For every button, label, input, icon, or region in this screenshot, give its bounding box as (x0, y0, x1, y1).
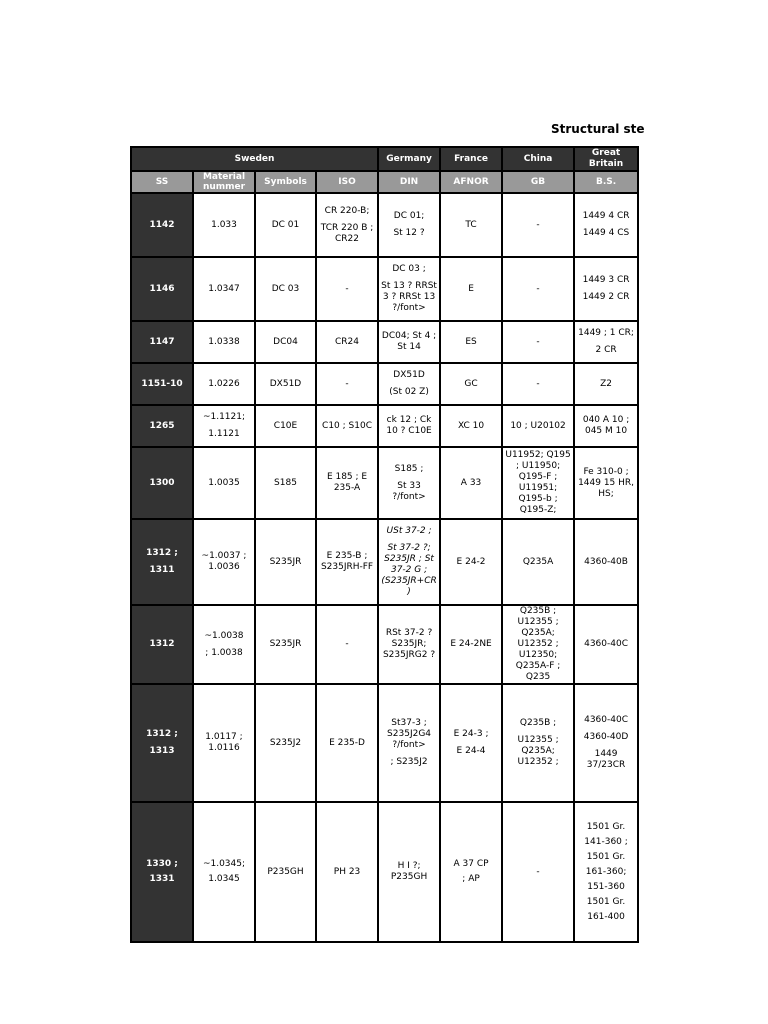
cell-afnor-text: XC 10 (457, 420, 485, 431)
cell-afnor (440, 447, 502, 519)
cell-symbols-text: S185 (274, 477, 297, 488)
cell-gb (502, 257, 574, 321)
cell-din (378, 684, 440, 802)
header-china: China (502, 147, 574, 171)
cell-iso-text: - (345, 378, 349, 389)
cell-afnor (440, 684, 502, 802)
cell-gb-text: Q235B ; (519, 718, 557, 728)
cell-symbols-text: P235GH (267, 866, 304, 877)
cell-material-nummer (193, 193, 255, 257)
cell-bs-text: Z2 (600, 378, 612, 389)
cell-din-text: DC04; St 4 ; St 14 (381, 331, 437, 352)
table-row (131, 519, 638, 605)
header-germany: Germany (378, 147, 440, 171)
cell-material-nummer (193, 519, 255, 605)
cell-iso (316, 519, 378, 605)
cell-bs-text: Fe 310-0 ; 1449 15 HR, HS; (578, 466, 635, 499)
cell-bs-text: 1501 Gr. (586, 851, 626, 862)
cell-ss-text: 1147 (149, 336, 175, 347)
table-row (131, 802, 638, 942)
header-symbols: Symbols (255, 171, 316, 193)
cell-symbols (255, 257, 316, 321)
cell-symbols-text: S235JR (269, 639, 302, 649)
cell-gb-text: 10 ; U20102 (510, 420, 566, 431)
steel-comparison-table (130, 146, 639, 943)
steel-comparison-table-wrapper (130, 146, 637, 922)
table-row (131, 605, 638, 684)
cell-afnor-text: E 24-3 ; (453, 729, 489, 739)
cell-iso-text: - (345, 639, 349, 649)
cell-ss (131, 405, 193, 447)
cell-material-nummer-text: 1.0338 (208, 336, 240, 347)
cell-ss-text: 1265 (149, 420, 175, 431)
header-afnor: AFNOR (440, 171, 502, 193)
cell-din-text: DC 03 ; (392, 264, 426, 274)
cell-ss-text: 1312 ; (146, 548, 178, 558)
cell-afnor (440, 363, 502, 405)
cell-ss (131, 802, 193, 942)
cell-gb-text: - (536, 378, 540, 389)
cell-iso-text: CR24 (335, 336, 360, 347)
cell-afnor-text: GC (464, 378, 478, 389)
cell-din (378, 802, 440, 942)
cell-material-nummer-text: ~1.0037 ; 1.0036 (201, 551, 247, 572)
cell-afnor-text: ES (465, 336, 477, 347)
cell-ss (131, 519, 193, 605)
cell-bs-text: 1501 Gr. (586, 896, 626, 907)
cell-din-text: S185 ; (394, 463, 424, 474)
header-iso: ISO (316, 171, 378, 193)
cell-ss-text: 1313 (149, 746, 175, 756)
cell-afnor (440, 321, 502, 363)
table-row (131, 405, 638, 447)
cell-gb (502, 447, 574, 519)
cell-bs (574, 405, 638, 447)
cell-din-text: DX51D (393, 370, 425, 380)
cell-gb (502, 405, 574, 447)
cell-din-text: H I ?; P235GH (390, 861, 428, 882)
cell-symbols-text: DC 01 (271, 219, 300, 230)
cell-ss-text: 1331 (149, 874, 175, 884)
cell-symbols (255, 605, 316, 684)
cell-ss-text: 1311 (149, 565, 175, 575)
country-header-row (131, 147, 638, 171)
table-row (131, 321, 638, 363)
cell-bs-text: 4360-40B (584, 556, 628, 567)
cell-symbols-text: DC04 (273, 336, 298, 347)
cell-bs (574, 257, 638, 321)
cell-material-nummer (193, 405, 255, 447)
cell-afnor-text: TC (465, 219, 477, 230)
cell-din-text: DC 01; (393, 211, 425, 221)
cell-iso-text: PH 23 (333, 866, 361, 877)
cell-ss-text: 1142 (149, 219, 175, 230)
cell-afnor (440, 193, 502, 257)
cell-bs-text: 1449 3 CR (582, 275, 630, 285)
cell-bs-text: 1449 4 CR (582, 211, 630, 221)
cell-symbols (255, 193, 316, 257)
cell-gb-text: - (536, 219, 540, 230)
cell-material-nummer-text: 1.0226 (208, 378, 240, 389)
cell-material-nummer-text: 1.0035 (208, 477, 240, 488)
cell-afnor (440, 405, 502, 447)
cell-iso-text: TCR 220 B ; CR22 (320, 222, 374, 244)
cell-iso (316, 257, 378, 321)
cell-symbols-text: DC 03 (271, 283, 300, 294)
column-header-row (131, 171, 638, 193)
cell-ss (131, 684, 193, 802)
cell-bs (574, 519, 638, 605)
cell-iso (316, 684, 378, 802)
cell-ss-text: 1146 (149, 283, 175, 294)
cell-bs-text: 1449 37/23CR (586, 749, 626, 770)
cell-afnor (440, 605, 502, 684)
header-ss: SS (131, 171, 193, 193)
cell-material-nummer-text: 1.0347 (208, 283, 240, 294)
cell-ss (131, 363, 193, 405)
cell-gb (502, 193, 574, 257)
cell-ss-text: 1312 ; (146, 729, 178, 739)
cell-iso (316, 605, 378, 684)
cell-din (378, 405, 440, 447)
header-gb: GB (502, 171, 574, 193)
cell-material-nummer (193, 257, 255, 321)
cell-symbols (255, 405, 316, 447)
cell-ss-text: 1312 (149, 639, 175, 649)
cell-afnor-text: E 24-2NE (450, 639, 492, 649)
cell-din-text: St 13 ? RRSt 3 ? RRSt 13 ?/font> (381, 281, 437, 313)
cell-bs-text: 151-360 (587, 881, 625, 892)
header-great-britain: Great Britain (574, 147, 638, 171)
cell-bs (574, 447, 638, 519)
cell-bs (574, 363, 638, 405)
cell-gb (502, 321, 574, 363)
header-material-nummer: Material nummer (193, 171, 255, 193)
cell-bs-text: 141-360 ; (584, 836, 628, 847)
cell-gb (502, 363, 574, 405)
cell-bs-text: 161-400 (587, 911, 625, 922)
cell-din (378, 605, 440, 684)
cell-iso-text: C10 ; S10C (322, 420, 372, 431)
cell-afnor-text: E (468, 283, 474, 294)
cell-ss (131, 321, 193, 363)
cell-afnor-text: ; AP (462, 874, 480, 884)
cell-iso-text: - (345, 283, 349, 294)
cell-bs-text: 1449 ; 1 CR; (578, 328, 634, 338)
cell-bs-text: 040 A 10 ; 045 M 10 (582, 415, 630, 436)
table-row (131, 684, 638, 802)
cell-din-text: St 12 ? (393, 228, 425, 238)
cell-material-nummer (193, 447, 255, 519)
cell-afnor-text: E 24-4 (456, 746, 486, 756)
cell-bs-text: 161-360; (585, 866, 627, 877)
cell-symbols (255, 519, 316, 605)
cell-iso-text: E 235-D (329, 737, 365, 748)
cell-afnor-text: A 37 CP (453, 859, 489, 869)
cell-din-text: St 33 ?/font> (392, 480, 426, 502)
cell-gb-text: Q235A (522, 556, 554, 567)
cell-gb (502, 684, 574, 802)
cell-ss (131, 257, 193, 321)
cell-afnor (440, 802, 502, 942)
cell-din (378, 321, 440, 363)
cell-din-text: ck 12 ; Ck 10 ? C10E (386, 415, 432, 436)
cell-iso (316, 405, 378, 447)
cell-din-text: St 37-2 ?; S235JR ; St 37-2 G ; (S235JR+CR ) (381, 543, 437, 597)
cell-ss (131, 605, 193, 684)
cell-iso (316, 447, 378, 519)
cell-bs-text: 1449 2 CR (582, 292, 630, 302)
cell-gb-text: - (536, 866, 540, 877)
cell-din (378, 519, 440, 605)
cell-gb (502, 605, 574, 684)
cell-symbols-text: S235J2 (269, 737, 302, 748)
cell-din-text: St37-3 ; S235J2G4 ?/font> (387, 718, 432, 750)
cell-ss (131, 447, 193, 519)
cell-bs (574, 802, 638, 942)
header-sweden: Sweden (131, 147, 378, 171)
cell-material-nummer-text: ~1.1121; (202, 412, 246, 422)
cell-gb (502, 802, 574, 942)
cell-ss-text: 1151-10 (141, 378, 183, 389)
table-row (131, 363, 638, 405)
cell-material-nummer (193, 684, 255, 802)
cell-bs-text: 4360-40C (584, 715, 628, 725)
cell-bs-text: 2 CR (595, 345, 617, 355)
header-din: DIN (378, 171, 440, 193)
page-title: Structural ste (551, 122, 645, 136)
cell-din (378, 447, 440, 519)
cell-iso (316, 802, 378, 942)
cell-bs-text: 4360-40C (584, 639, 628, 649)
cell-material-nummer (193, 321, 255, 363)
cell-afnor (440, 519, 502, 605)
cell-material-nummer-text: 1.0345 (208, 874, 240, 884)
cell-symbols (255, 321, 316, 363)
cell-material-nummer (193, 605, 255, 684)
cell-gb (502, 519, 574, 605)
cell-ss-text: 1330 ; (146, 859, 178, 869)
cell-bs (574, 605, 638, 684)
cell-iso (316, 193, 378, 257)
cell-symbols-text: DX51D (269, 378, 302, 389)
cell-iso (316, 321, 378, 363)
cell-gb-text: - (536, 283, 540, 294)
cell-bs (574, 321, 638, 363)
cell-ss (131, 193, 193, 257)
cell-din (378, 257, 440, 321)
table-row (131, 193, 638, 257)
cell-iso-text: E 185 ; E 235-A (326, 472, 368, 493)
cell-symbols (255, 684, 316, 802)
cell-din-text: USt 37-2 ; (386, 526, 432, 536)
cell-material-nummer (193, 363, 255, 405)
cell-iso-text: E 235-B ; S235JRH-FF (320, 551, 374, 572)
cell-symbols-text: C10E (273, 420, 298, 431)
cell-material-nummer-text: 1.033 (211, 219, 237, 230)
cell-gb-text: Q235B ; U12355 ; Q235A; U12352 ; U12350; Q235A-F ; Q235 (515, 606, 561, 682)
table-row (131, 257, 638, 321)
cell-bs (574, 193, 638, 257)
cell-iso-text: CR 220-B; (324, 205, 370, 216)
cell-material-nummer-text: 1.1121 (208, 429, 240, 439)
cell-material-nummer-text: 1.0117 ; 1.0116 (205, 732, 243, 753)
cell-iso (316, 363, 378, 405)
cell-afnor-text: A 33 (460, 477, 482, 488)
cell-symbols-text: S235JR (269, 556, 302, 567)
cell-din-text: RSt 37-2 ? S235JR; S235JRG2 ? (382, 628, 436, 660)
header-bs: B.S. (574, 171, 638, 193)
cell-symbols (255, 802, 316, 942)
cell-material-nummer-text: ~1.0038 (204, 630, 244, 641)
cell-material-nummer (193, 802, 255, 942)
cell-afnor-text: E 24-2 (456, 556, 486, 567)
cell-ss-text: 1300 (149, 477, 175, 488)
cell-bs (574, 684, 638, 802)
cell-material-nummer-text: ~1.0345; (202, 859, 246, 869)
cell-bs-text: 1501 Gr. (586, 821, 626, 832)
cell-din-text: ; S235J2 (390, 757, 428, 767)
cell-gb-text: U12355 ; Q235A; U12352 ; (517, 735, 559, 767)
cell-din (378, 193, 440, 257)
header-france: France (440, 147, 502, 171)
cell-gb-text: - (536, 336, 540, 347)
cell-symbols (255, 447, 316, 519)
cell-din-text: (St 02 Z) (389, 387, 429, 397)
cell-din (378, 363, 440, 405)
cell-afnor (440, 257, 502, 321)
cell-bs-text: 1449 4 CS (582, 228, 630, 238)
cell-symbols (255, 363, 316, 405)
cell-material-nummer-text: ; 1.0038 (205, 647, 243, 658)
table-row (131, 447, 638, 519)
cell-bs-text: 4360-40D (583, 732, 629, 742)
cell-gb-text: U11952; Q195 ; U11950; Q195-F ; U11951; Q195-b ; Q195-Z; (505, 450, 571, 515)
